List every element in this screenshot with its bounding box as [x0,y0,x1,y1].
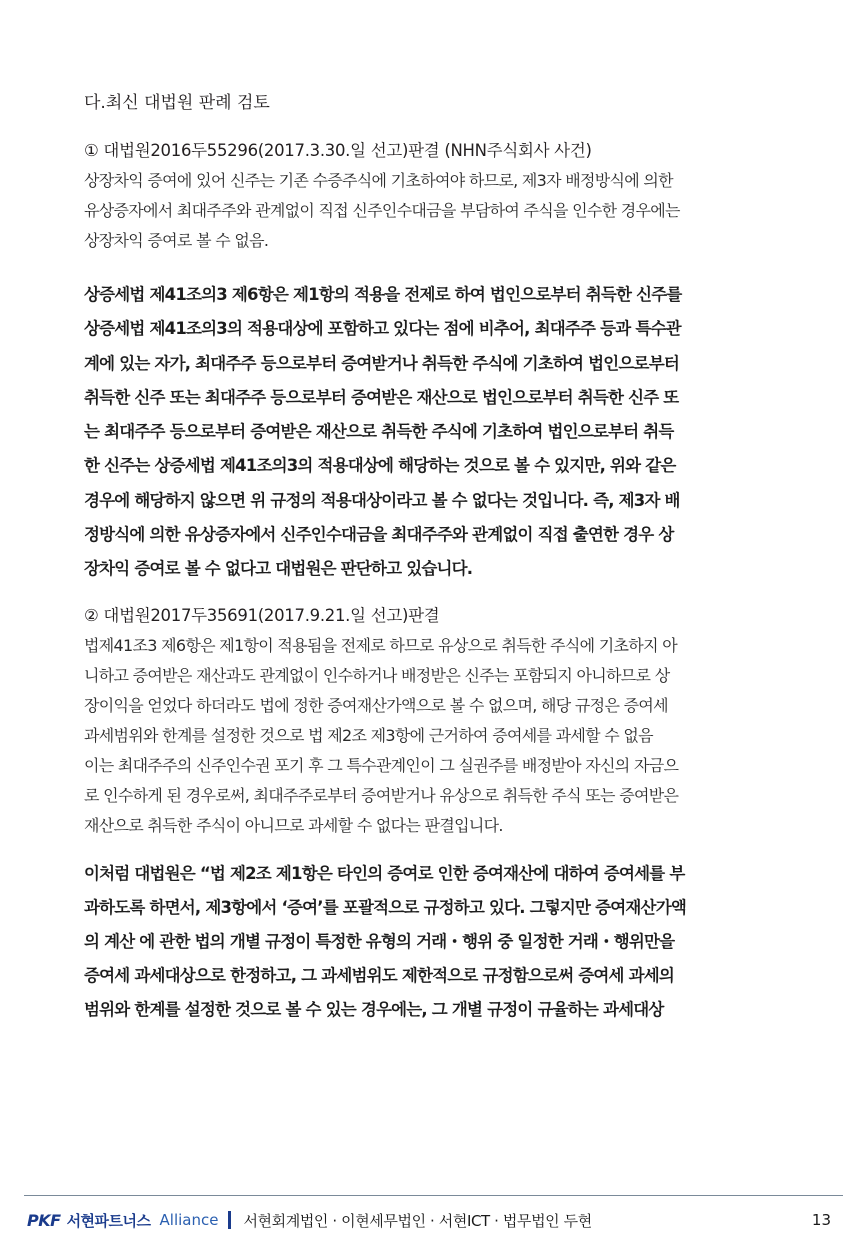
case1-commentary-line: 계에 있는 자가, 최대주주 등으로부터 증여받거나 취득한 주식에 기초하여 법인으로부터 [84,353,679,373]
footer [27,1207,592,1233]
pkf-logo: PKF [27,1210,61,1230]
footer-divider [24,1195,843,1196]
case1-commentary-line: 한 신주는 상증세법 제41조의3의 적용대상에 해당하는 것으로 볼 수 있지만, 위와 같은 [84,456,676,476]
case2-summary-line: 장이익을 얻었다 하더라도 법에 정한 증여재산가액으로 볼 수 없으며, 해당 규정은 증여세 [84,695,668,715]
case2-commentary-line: 과하도록 하면서, 제3항에서 ‘증여’를 포괄적으로 규정하고 있다. 그렇지만 증여재산가액 [84,897,686,917]
case1-commentary-line: 는 최대주주 등으로부터 증여받은 재산으로 취득한 주식에 기초하여 법인으로부터 취득 [84,422,674,442]
case1-commentary-line: 취득한 신주 또는 최대주주 등으로부터 증여받은 재산으로 법인으로부터 취득한 신주 또 [84,387,679,407]
page-number: 13 [811,1211,831,1229]
case2-summary [84,631,784,841]
case2-commentary [84,857,784,1027]
alliance-label: Alliance [159,1211,219,1229]
case1-commentary-line: 상증세법 제41조의3 제6항은 제1항의 적용을 전제로 하여 법인으로부터 취득한 신주를 [84,285,682,304]
case1-summary-line: 유상증자에서 최대주주와 관계없이 직접 신주인수대금을 부담하여 주식을 인수한 경우에는 [84,201,680,220]
case1-summary-line: 상장차익 증여로 볼 수 없음. [84,231,269,250]
case2-summary-line: 재산으로 취득한 주식이 아니므로 과세할 수 없다는 판결입니다. [84,815,503,835]
case2-title: ② 대법원2017두35691(2017.9.21.일 선고)판결 [84,605,440,625]
case2-summary-line: 법제41조3 제6항은 제1항이 적용됨을 전제로 하므로 유상으로 취득한 주식에 기초하지 아 [84,635,677,655]
case2-summary-line: 로 인수하게 된 경우로써, 최대주주로부터 증여받거나 유상으로 취득한 주식 또는 증여받은 [84,785,679,805]
footer-separator-bar [228,1211,231,1229]
case2-commentary-line: 의 계산 에 관한 법의 개별 규정이 특정한 유형의 거래・행위 중 일정한 거래・행위만을 [84,931,675,951]
case1-summary [84,166,784,256]
case2-summary-line: 이는 최대주주의 신주인수권 포기 후 그 특수관계인이 그 실권주를 배정받아 자신의 자금으 [84,755,679,775]
case2-summary-line: 니하고 증여받은 재산과도 관계없이 인수하거나 배정받은 신주는 포함되지 아니하므로 상 [84,665,670,685]
member-firms: 서현회계법인 · 이현세무법인 · 서현ICT · 법무법인 두현 [243,1211,592,1230]
case2-summary-line: 과세범위와 한계를 설정한 것으로 법 제2조 제3항에 근거하여 증여세를 과세할 수 없음 [84,725,653,745]
case1-title: ① 대법원2016두55296(2017.3.30.일 선고)판결 (NHN주식회사 사건) [84,141,592,160]
case1-commentary-line: 정방식에 의한 유상증자에서 신주인수대금을 최대주주와 관계없이 직접 출연한 경우 상 [84,525,674,545]
case1-summary-line: 상장차익 증여에 있어 신주는 기존 수증주식에 기초하여야 하므로, 제3자 배정방식에 의한 [84,171,673,190]
case2-commentary-line: 범위와 한계를 설정한 것으로 볼 수 있는 경우에는, 그 개별 규정이 규율하는 과세대상 [84,999,664,1019]
case1-commentary-line: 상증세법 제41조의3의 적용대상에 포함하고 있다는 점에 비추어, 최대주주 등과 특수관 [84,319,681,339]
case1-commentary [84,278,784,587]
section-heading: 다.최신 대법원 판례 검토 [84,93,270,113]
case1-commentary-line: 경우에 해당하지 않으면 위 규정의 적용대상이라고 볼 수 없다는 것입니다. 즉, 제3자 배 [84,490,680,510]
case2-commentary-line: 증여세 과세대상으로 한정하고, 그 과세범위도 제한적으로 규정함으로써 증여세 과세의 [84,965,675,985]
page-content [84,88,784,1027]
case2-commentary-line: 이처럼 대법원은 “법 제2조 제1항은 타인의 증여로 인한 증여재산에 대하여 증여세를 부 [84,863,685,883]
case1-commentary-line: 장차익 증여로 볼 수 없다고 대법원은 판단하고 있습니다. [84,559,473,579]
brand-name: 서현파트너스 [66,1211,151,1230]
